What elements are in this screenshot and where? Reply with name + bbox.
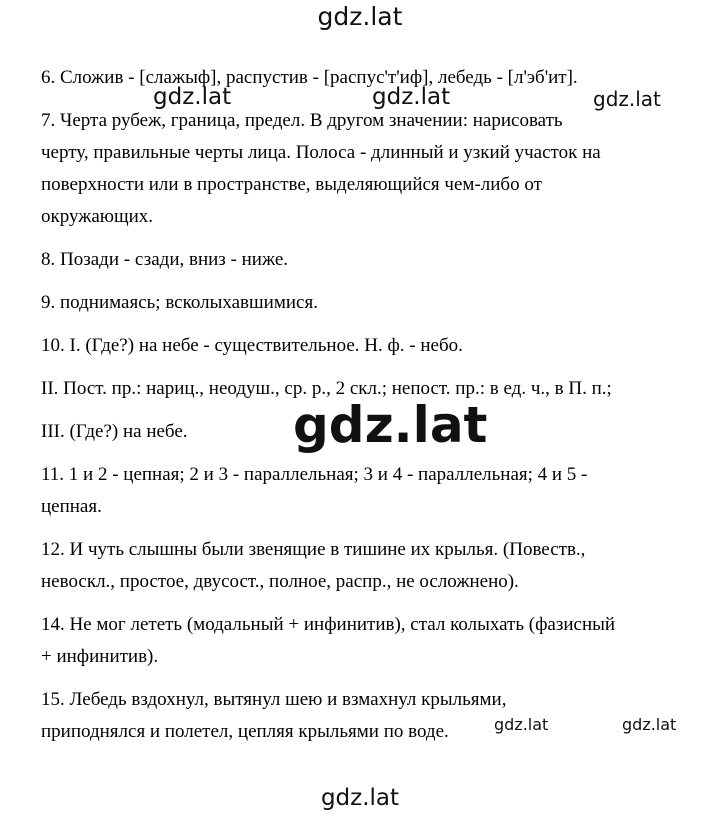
text-line: окружающих. [41, 206, 154, 227]
answer-10-part-1 [41, 330, 691, 362]
text-line: 14. Не мог лететь (модальный + инфинитив), стал колыхать (фазисный [41, 614, 616, 635]
answer-14 [41, 609, 691, 673]
watermark-overlay-right: gdz.lat [593, 87, 661, 111]
text-line: 8. Позади - сзади, вниз - ниже. [41, 249, 289, 270]
text-line: черту, правильные черты лица. Полоса - длинный и узкий участок на [41, 142, 601, 163]
text-line: поверхности или в пространстве, выделяющийся чем-либо от [41, 174, 542, 195]
text-line: 11. 1 и 2 - цепная; 2 и 3 - параллельная; 3 и 4 - параллельная; 4 и 5 - [41, 464, 588, 485]
text-line: приподнялся и полетел, цепляя крыльями по воде. [41, 721, 449, 742]
text-line: цепная. [41, 496, 102, 517]
text-line: 12. И чуть слышны были звенящие в тишине их крылья. (Повеств., [41, 539, 586, 560]
watermark-large-center: gdz.lat [293, 396, 488, 454]
watermark-top: gdz.lat [317, 2, 403, 31]
text-line: II. Пост. пр.: нариц., неодуш., ср. р., 2 скл.; непост. пр.: в ед. ч., в П. п.; [41, 378, 612, 399]
text-line: 15. Лебедь вздохнул, вытянул шею и взмахнул крыльями, [41, 689, 507, 710]
answer-7 [41, 105, 691, 233]
watermark-bottom: gdz.lat [320, 785, 400, 811]
text-line: невоскл., простое, двусост., полное, распр., не осложнено). [41, 571, 519, 592]
answer-8 [41, 244, 691, 276]
answer-11 [41, 459, 691, 523]
watermark-small-right: gdz.lat [622, 715, 677, 734]
text-line: 7. Черта рубеж, граница, предел. В другом значении: нарисовать [41, 110, 563, 131]
text-line: 6. Сложив - [слажыф], распустив - [распус'т'иф], лебедь - [л'эб'ит]. [41, 67, 578, 88]
text-line: + инфинитив). [41, 646, 159, 667]
answer-12 [41, 534, 691, 598]
watermark-small-left: gdz.lat [494, 715, 549, 734]
answer-15 [41, 684, 691, 748]
text-line: 10. I. (Где?) на небе - существительное. Н. ф. - небо. [41, 335, 463, 356]
watermark-overlay-left: gdz.lat [153, 84, 232, 110]
watermark-overlay-center: gdz.lat [372, 84, 451, 110]
text-line: III. (Где?) на небе. [41, 421, 188, 442]
text-line: 9. поднимаясь; всколыхавшимися. [41, 292, 318, 313]
answer-9 [41, 287, 691, 319]
